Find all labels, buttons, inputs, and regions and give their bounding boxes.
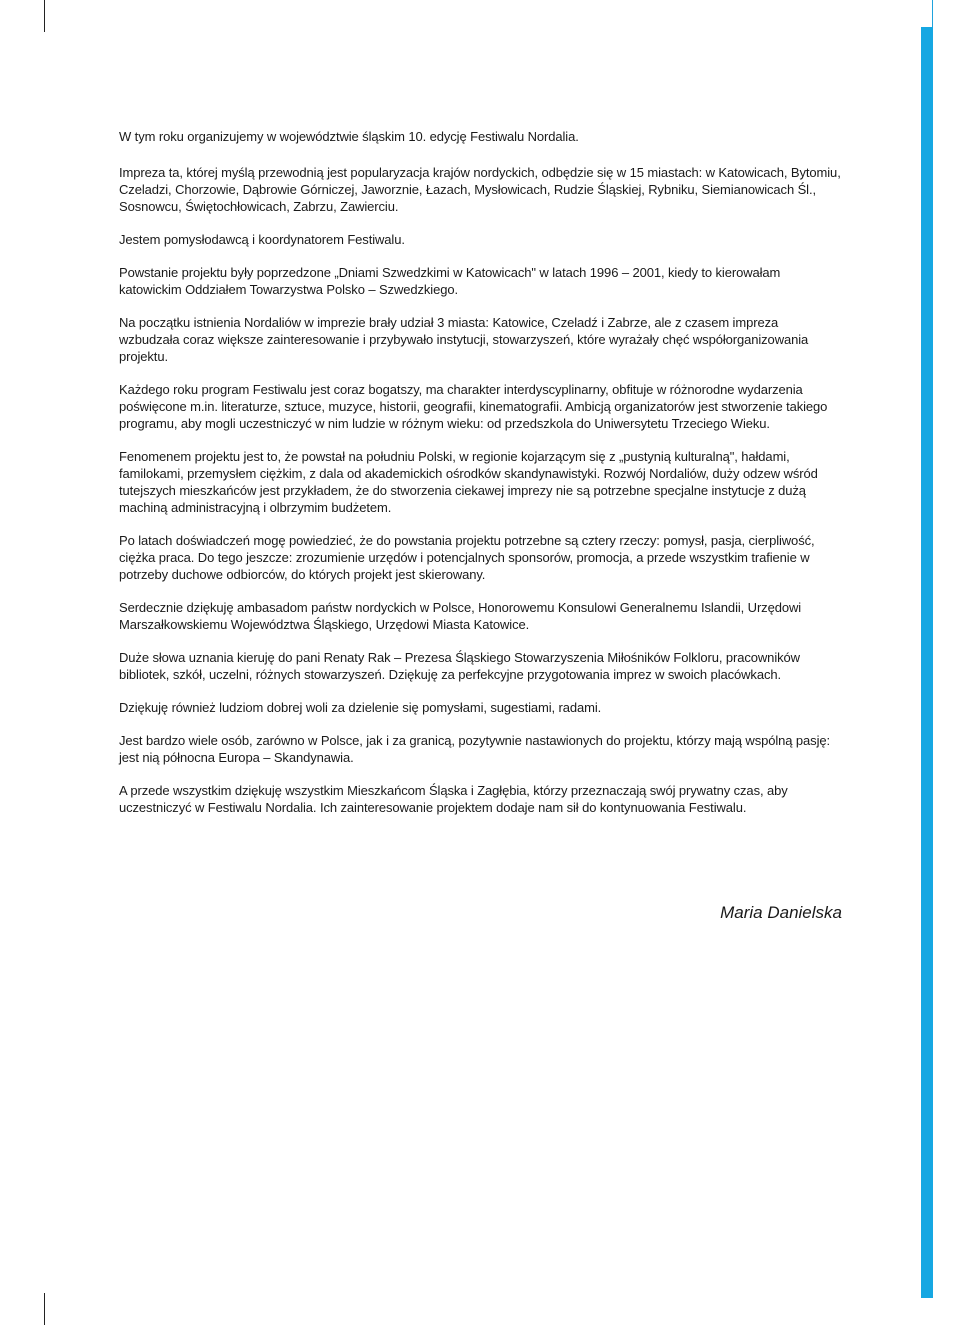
paragraph: Fenomenem projektu jest to, że powstał na południu Polski, w regionie kojarzącym się z „pustynią kulturalną", hałdami, familokami, przemysłem ciężkim, z dala od akademickich ośrodków skandynawistyki. Rozwój Nordaliów, duży odzew wśród tutejszych mieszkańców jest przykładem, że do stworzenia ciekawej imprezy nie są potrzebne specjalne instytucje z dużą machiną administracyjną i olbrzymim budżetem.: [119, 449, 818, 515]
paragraph: Po latach doświadczeń mogę powiedzieć, że do powstania projektu potrzebne są cztery rzeczy: pomysł, pasja, cierpliwość, ciężka praca. Do tego jeszcze: zrozumienie urzędów i potencjalnych sponsorów, promocja, a przede wszystkim trafienie w potrzeby duchowe odbiorców, do których projekt jest skierowany.: [119, 533, 815, 582]
paragraph: Jest bardzo wiele osób, zarówno w Polsce, jak i za granicą, pozytywnie nastawionych do projektu, którzy mają wspólną pasję: jest nią północna Europa – Skandynawia.: [119, 733, 831, 765]
paragraph: Każdego roku program Festiwalu jest coraz bogatszy, ma charakter interdyscyplinarny, obfituje w różnorodne wydarzenia poświęcone m.in. literaturze, sztuce, muzyce, historii, geografii, kinematografii. Ambicją organizatorów jest stworzenie takiego programu, aby mogli uczestniczyć w nim ludzie w różnym wieku: od przedszkola do Uniwersytetu Trzeciego Wieku.: [119, 382, 828, 431]
paragraph: W tym roku organizujemy w województwie śląskim 10. edycję Festiwalu Nordalia.: [119, 129, 579, 144]
paragraph: Na początku istnienia Nordaliów w imprezie brały udział 3 miasta: Katowice, Czeladź i Zabrze, ale z czasem impreza wzbudzała coraz większe zainteresowanie i przybywało instytucji, stowarzyszeń, które wyrażały chęć współorganizowania projektu.: [119, 315, 809, 364]
paragraph: Serdecznie dziękuję ambasadom państw nordyckich w Polsce, Honorowemu Konsulowi Generalnemu Islandii, Urzędowi Marszałkowskiemu Województwa Śląskiego, Urzędowi Miasta Katowice.: [119, 600, 802, 632]
paragraph: A przede wszystkim dziękuję wszystkim Mieszkańcom Śląska i Zagłębia, którzy przeznaczają swój prywatny czas, aby uczestniczyć w Festiwalu Nordalia. Ich zainteresowanie projektem dodaje nam sił do kontynuowania Festiwalu.: [119, 783, 788, 815]
paragraph: Dziękuję również ludziom dobrej woli za dzielenie się pomysłami, sugestiami, radami.: [119, 700, 602, 715]
paragraph: Duże słowa uznania kieruję do pani Renaty Rak – Prezesa Śląskiego Stowarzyszenia Miłośników Folkloru, pracowników bibliotek, szkół, uczelni, różnych stowarzyszeń. Dziękuję za perfekcyjne przygotowania imprez w swoich placówkach.: [119, 650, 800, 682]
signature: Maria Danielska: [720, 903, 842, 922]
paragraph: Jestem pomysłodawcą i koordynatorem Festiwalu.: [119, 232, 405, 247]
crop-mark-top-left: [44, 0, 45, 32]
letter-body: [119, 128, 841, 832]
paragraph: Powstanie projektu były poprzedzone „Dniami Szwedzkimi w Katowicach" w latach 1996 – 2001, kiedy to kierowałam katowickim Oddziałem Towarzystwa Polsko – Szwedzkiego.: [119, 265, 781, 297]
crop-mark-bottom-left: [44, 1293, 45, 1325]
accent-strip: [921, 27, 933, 1298]
paragraph: Impreza ta, której myślą przewodnią jest popularyzacja krajów nordyckich, odbędzie się w 15 miastach: w Katowicach, Bytomiu, Czeladzi, Chorzowie, Dąbrowie Górniczej, Jaworznie, Łazach, Mysłowicach, Rudzie Śląskiej, Rybniku, Siemianowicach Śl., Sosnowcu, Świętochłowicach, Zabrzu, Zawierciu.: [119, 165, 841, 214]
